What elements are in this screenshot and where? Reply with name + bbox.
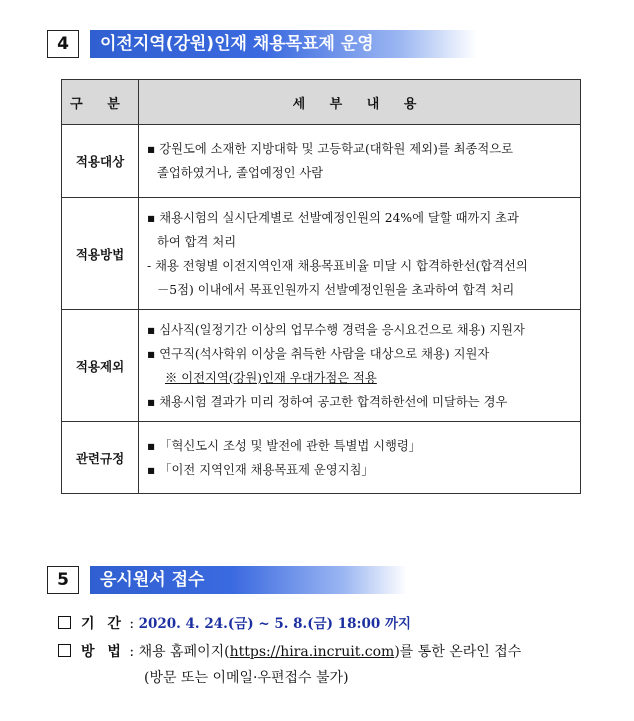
table-row [62, 422, 581, 494]
homepage-link[interactable]: https://hira.incruit.com [229, 644, 395, 660]
table-row [62, 198, 581, 310]
period-value: 2020. 4. 24.(금) ~ 5. 8.(금) 18:00 까지 [138, 616, 412, 632]
content-line: ▪ 「이전 지역인재 채용목표제 운영지침」 [147, 462, 374, 477]
content-line: 하여 합격 처리 [157, 234, 237, 249]
method-note: (방문 또는 이메일·우편접수 불가) [144, 670, 349, 686]
section-4-header [47, 30, 477, 58]
period-label: 기 간 [81, 616, 125, 632]
content-line: ▪ 강원도에 소재한 지방대학 및 고등학교(대학원 제외)를 최종적으로 [147, 142, 514, 156]
section-title: 이전지역(강원)인재 채용목표제 운영 [90, 30, 477, 58]
row-label: 적용대상 [62, 125, 139, 198]
table-row [62, 310, 581, 422]
column-header: 세 부 내 용 [139, 80, 581, 125]
row-label: 관련규정 [62, 422, 139, 494]
row-label: 적용방법 [62, 198, 139, 310]
row-content [139, 422, 581, 494]
method-prefix: 채용 홈페이지( [138, 644, 230, 660]
checkbox-square-icon [58, 644, 71, 657]
method-label: 방 법 [81, 644, 125, 660]
section-number: 4 [47, 30, 79, 58]
note-text: ※ 이전지역(강원)인재 우대가점은 적용 [165, 370, 377, 385]
content-line: ▪ 심사직(일정기간 이상의 업무수행 경력을 응시요건으로 채용) 지원자 [147, 322, 525, 337]
table-header-row [62, 80, 581, 125]
content-line: - 채용 전형별 이전지역인재 채용목표비율 미달 시 합격하한선(합격선의 [147, 258, 528, 273]
section-number: 5 [47, 566, 79, 594]
section-title: 응시원서 접수 [90, 566, 407, 594]
checkbox-square-icon [58, 616, 71, 629]
column-header: 구 분 [62, 80, 139, 125]
content-line: ▪ 채용시험 결과가 미리 정하여 공고한 합격하한선에 미달하는 경우 [147, 394, 508, 409]
content-line: ▪ 「혁신도시 조성 및 발전에 관한 특별법 시행령」 [147, 438, 422, 453]
row-content [139, 198, 581, 310]
table-row [62, 125, 581, 198]
row-content [139, 310, 581, 422]
content-line: ▪ 연구직(석사학위 이상을 취득한 사람을 대상으로 채용) 지원자 [147, 346, 490, 361]
row-label: 적용제외 [62, 310, 139, 422]
method-line: 방 법 : 채용 홈페이지(https://hira.incruit.com)를 통한 온라인 접수 [58, 641, 521, 661]
row-content [139, 125, 581, 198]
content-line: ▪ 채용시험의 실시단계별로 선발예정인원의 24%에 달할 때까지 초과 [147, 210, 519, 225]
method-suffix: )를 통한 온라인 접수 [394, 644, 522, 660]
period-line: 기 간 : 2020. 4. 24.(금) ~ 5. 8.(금) 18:00 까지 [58, 612, 411, 633]
content-line: －5점) 이내에서 목표인원까지 선발예정인원을 초과하여 합격 처리 [157, 282, 515, 297]
content-line [147, 366, 574, 390]
details-table [61, 79, 581, 494]
content-line: 졸업하였거나, 졸업예정인 사람 [157, 166, 324, 180]
section-5-header [47, 566, 407, 594]
